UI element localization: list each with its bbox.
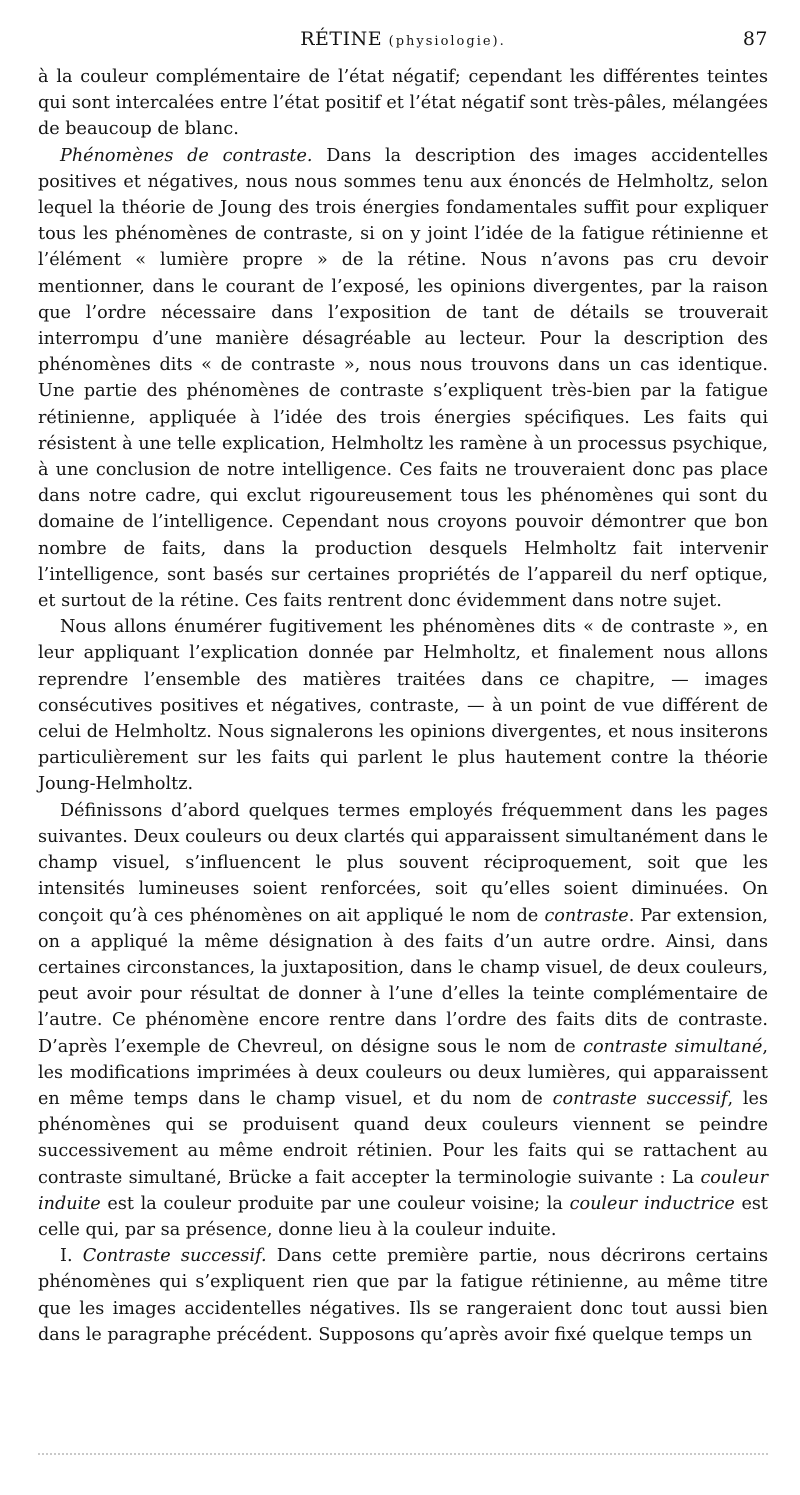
text-run: Dans la description des images accidentelles positives et négatives, nous nous sommes tenu aux énoncés de Helmholtz, selon lequel la théorie de Joung des trois énergies fondamentales suffit pour expliquer tous les phénomènes de contraste, si on y joint l’idée de la fatigue rétinienne et l’élément « lumière propre » de la rétine. Nous n’avons pas cru devoir mentionner, dans le courant de l’exposé, les opinions divergentes, par la raison que l’ordre nécessaire dans l’exposition de tant de détails se trouverait interrompu d’une manière désagréable au lecteur. Pour la description des phénomènes dits « de contraste », nous nous trouvons dans un cas identique. Une partie des phénomènes de contraste s’expliquent très-bien par la fatigue rétinienne, appliquée à l’idée des trois énergies spécifiques. Les faits qui résistent à une telle explication, Helmholtz les ramène à un processus psychique, à une conclusion de notre intelligence. Ces faits ne trouveraient donc pas place dans notre cadre, qui exclut rigoureusement tous les phénomènes qui sont du domaine de l’intelligence. Cependant nous croyons pouvoir démontrer que bon nombre de faits, dans la production desquels Helmholtz fait intervenir l’intelligence, sont basés sur certaines propriétés de l’appareil du nerf optique, et surtout de la rétine. Ces faits rentrent donc évidemment dans notre sujet. — [38, 145, 768, 612]
italic-run: contraste simultané — [583, 1036, 763, 1057]
document-page — [38, 0, 768, 1495]
text-run: à la couleur complémentaire de l’état négatif; cependant les différentes teintes qui sont intercalées entre l’état positif et l’état négatif sont très-pâles, mélangées de beaucoup de blanc. — [38, 67, 768, 140]
italic-run: contraste — [544, 905, 629, 926]
paragraph — [38, 798, 768, 1243]
text-run: I. — [60, 1246, 83, 1267]
text-run: Nous allons énumérer fugitivement les phénomènes dits « de contraste », en leur appliquant l’explication donnée par Helmholtz, et finalement nous allons reprendre l’ensemble des matières traitées dans ce chapitre, — images consécutives positives et négatives, contraste, — à un point de vue différent de celui de Helmholtz. Nous signalerons les opinions divergentes, et nous insiterons particulièrement sur les faits qui parlent le plus hautement contre la théorie Joung-Helmholtz. — [38, 617, 768, 795]
text-run: . Par extension, on a appliqué la même désignation à des faits d’un autre ordre. Ainsi, dans certaines circonstances, la juxtaposition, dans le champ visuel, de deux couleurs, peut avoir pour résultat de donner à l’une d’elles la teinte complémentaire de l’autre. Ce phénomène encore rentre dans l’ordre des faits dits de contraste. D’après l’exemple de Chevreul, on désigne sous le nom de — [38, 905, 768, 1057]
paragraph — [38, 614, 768, 797]
header-subtitle: (physiologie). — [388, 34, 506, 49]
italic-run: contraste successif — [552, 1088, 728, 1109]
text-run: , les modifications imprimées à deux couleurs ou deux lumières, qui apparaissent en même temps dans le champ visuel, et du nom de — [38, 1036, 768, 1109]
paragraph — [38, 1243, 768, 1348]
italic-run: couleur induite — [38, 1167, 768, 1214]
text-run: est celle qui, par sa présence, donne lieu à la couleur induite. — [38, 1193, 768, 1240]
running-title — [38, 28, 768, 50]
italic-run: couleur inductrice — [569, 1193, 735, 1214]
text-run: Définissons d’abord quelques termes employés fréquemment dans les pages suivantes. Deux couleurs ou deux clartés qui apparaissent simultanément dans le champ visuel, s’influencent le plus souvent réciproquement, soit que les intensités lumineuses soient renforcées, soit qu’elles soient diminuées. On conçoit qu’à ces phénomènes on ait appliqué le nom de — [38, 800, 768, 926]
italic-run: Phénomènes de contraste. — [60, 145, 313, 166]
body-text — [38, 64, 768, 1348]
text-run: est la couleur produite par une couleur voisine; la — [100, 1193, 570, 1214]
paragraph — [38, 143, 768, 615]
page-footer-rule — [38, 1453, 768, 1461]
running-header — [38, 28, 768, 58]
paragraph — [38, 64, 768, 143]
text-run: , les phénomènes qui se produisent quand deux couleurs viennent se peindre successivement au même endroit rétinien. Pour les faits qui se rattachent au contraste simultané, Brücke a fait accepter la terminologie suivante : La — [38, 1088, 768, 1188]
italic-run: Contraste successif. — [82, 1246, 267, 1267]
header-title: RÉTINE — [300, 28, 383, 50]
page-number: 87 — [742, 28, 768, 50]
text-run: Dans cette première partie, nous décrirons certains phénomènes qui s’expliquent rien que par la fatigue rétinienne, au même titre que les images accidentelles négatives. Ils se rangeraient donc tout aussi bien dans le paragraphe précédent. Supposons qu’après avoir fixé quelque temps un — [38, 1246, 768, 1345]
